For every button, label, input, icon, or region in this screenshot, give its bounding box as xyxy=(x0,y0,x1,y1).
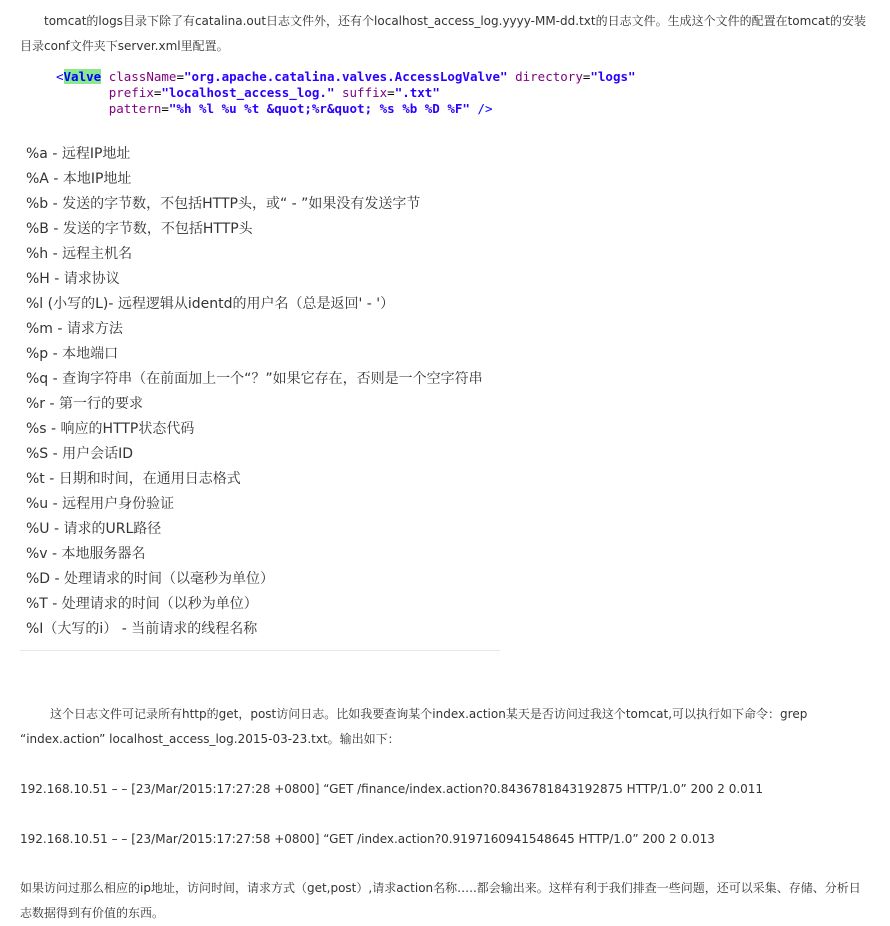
list-item: %B - 发送的字节数，不包括HTTP头 xyxy=(26,221,253,237)
code-tag-name: Valve xyxy=(63,69,102,84)
list-item: %p - 本地端口 xyxy=(26,346,119,362)
code-attr-value: "%h %l %u %t &quot;%r&quot; %s %b %D %F" xyxy=(168,101,470,116)
description-paragraph: 这个日志文件可记录所有http的get，post访问日志。比如我要查询某个index.action某天是否访问过我这个tomcat,可以执行如下命令：grep “index.action” localhost_access_log.2015-03-23.txt。输出如下： xyxy=(20,707,808,746)
list-item: %A - 本地IP地址 xyxy=(26,171,132,187)
log-line: 192.168.10.51 – – [23/Mar/2015:17:27:28 +0800] “GET /finance/index.action?0.8436781843192875 HTTP/1.0” 200 2 0.011 xyxy=(20,782,764,796)
list-item: %S - 用户会话ID xyxy=(26,446,134,462)
list-item: %a - 远程IP地址 xyxy=(26,146,131,162)
list-item: %u - 远程用户身份验证 xyxy=(26,496,175,512)
intro-paragraph: tomcat的logs目录下除了有catalina.out日志文件外，还有个localhost_access_log.yyyy-MM-dd.txt的日志文件。生成这个文件的配置在tomcat的安装目录conf文件夹下server.xml里配置。 xyxy=(20,14,866,53)
code-attr-name: directory xyxy=(515,69,583,84)
list-item: %r - 第一行的要求 xyxy=(26,396,144,412)
code-attr-value: "localhost_access_log." xyxy=(161,85,335,100)
list-item: %D - 处理请求的时间（以毫秒为单位） xyxy=(26,571,275,587)
list-item: %b - 发送的字节数，不包括HTTP头，或“ - ”如果没有发送字节 xyxy=(26,196,421,212)
log-line: 192.168.10.51 – – [23/Mar/2015:17:27:58 +0800] “GET /index.action?0.9197160941548645 HTTP/1.0” 200 2 0.013 xyxy=(20,832,715,846)
code-attr-name: prefix xyxy=(108,85,154,100)
code-attr-value: "logs" xyxy=(590,69,636,84)
list-item: %h - 远程主机名 xyxy=(26,246,133,262)
code-attr-value: ".txt" xyxy=(394,85,440,100)
list-item: %U - 请求的URL路径 xyxy=(26,521,162,537)
list-item: %I（大写的i） - 当前请求的线程名称 xyxy=(26,621,258,637)
code-tag-open: < xyxy=(56,69,64,84)
list-item: %m - 请求方法 xyxy=(26,321,123,337)
code-attr-value: "org.apache.catalina.valves.AccessLogValve" xyxy=(183,69,508,84)
list-item: %t - 日期和时间，在通用日志格式 xyxy=(26,471,241,487)
code-attr-name: suffix xyxy=(342,85,388,100)
list-item: %H - 请求协议 xyxy=(26,271,120,287)
code-tag-close: /> xyxy=(477,101,493,116)
list-item: %v - 本地服务器名 xyxy=(26,546,146,562)
list-item: %l (小写的L)- 远程逻辑从identd的用户名（总是返回' - '） xyxy=(26,296,395,312)
list-item: %q - 查询字符串（在前面加上一个“？”如果它存在，否则是一个空字符串 xyxy=(26,371,483,387)
list-item: %T - 处理请求的时间（以秒为单位） xyxy=(26,596,258,612)
list-item: %s - 响应的HTTP状态代码 xyxy=(26,421,195,437)
code-attr-name: pattern xyxy=(108,101,162,116)
format-code-list xyxy=(20,142,500,651)
closing-paragraph: 如果访问过那么相应的ip地址，访问时间，请求方式（get,post）,请求action名称…..都会输出来。这样有利于我们排查一些问题，还可以采集、存储、分析日志数据得到有价值的东西。 xyxy=(20,881,861,920)
code-attr-name: className xyxy=(108,69,177,84)
server-xml-code-block: <Valve className="org.apache.catalina.valves.AccessLogValve" directory="logs" prefix="localhost_access_log." suffix=".txt" pattern="%h %l %u %t &quot;%r&quot; %s %b %D %F" /> xyxy=(56,69,636,116)
